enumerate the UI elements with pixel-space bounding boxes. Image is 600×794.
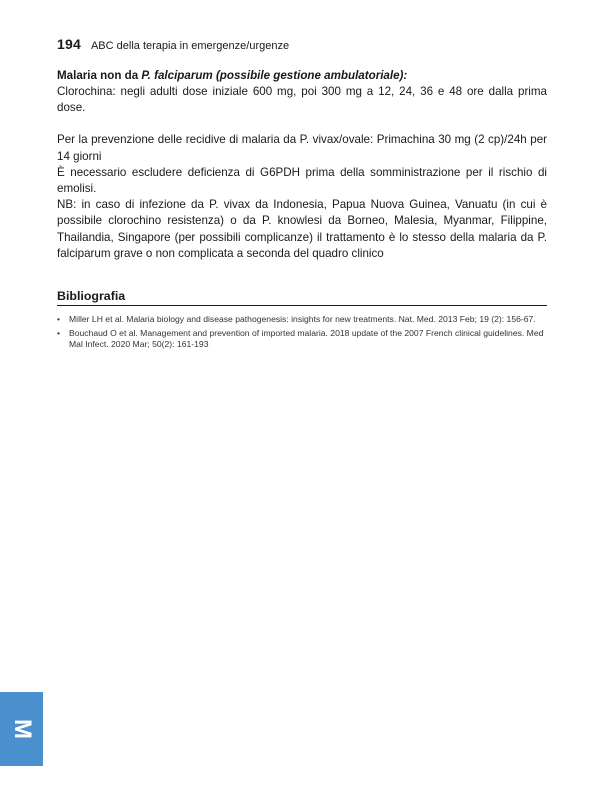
reference-text: Miller LH et al. Malaria biology and disease pathogenesis: insights for new treatments. Nat. Med. 2013 Feb; 19 (2): 156-67. (69, 314, 536, 325)
reference-text: Bouchaud O et al. Management and prevention of imported malaria. 2018 update of the 2007 French clinical guidelines. Med Mal Infect. 2020 Mar; 50(2): 161-193 (69, 327, 544, 350)
page-content (57, 68, 547, 353)
section-heading (57, 68, 547, 84)
section-heading-italic: P. falciparum (possibile gestione ambulatoriale): (141, 69, 408, 82)
chapter-letter: M (8, 719, 36, 739)
page-number: 194 (57, 36, 81, 52)
bibliography-heading: Bibliografia (57, 288, 547, 306)
reference-list (57, 314, 547, 351)
paragraph-clorochina: Clorochina: negli adulti dose iniziale 600 mg, poi 300 mg a 12, 24, 36 e 48 ore dalla prima dose. (57, 85, 547, 115)
chapter-side-tab (0, 692, 43, 766)
bullet-icon: • (57, 327, 61, 338)
paragraph-g6pdh: È necessario escludere deficienza di G6PDH prima della somministrazione per il rischio di emolisi. (57, 165, 547, 196)
reference-item (57, 328, 547, 351)
page-header (57, 36, 289, 52)
running-title: ABC della terapia in emergenze/urgenze (90, 40, 290, 52)
section-heading-prefix: Malaria non da (57, 69, 142, 82)
reference-item (57, 314, 547, 326)
bullet-icon: • (57, 314, 61, 325)
paragraph-nb: NB: in caso di infezione da P. vivax da Indonesia, Papua Nuova Guinea, Vanuatu (in cui è possibile clorochino resistenza) o da P. knowlesi da Borneo, Malesia, Myanmar, Filippine, Thailandia, Singapore (per possibili complicanze) il trattamento è lo stesso della malaria da P. falciparum grave o non complicata a seconda del quadro clinico (57, 198, 547, 260)
paragraph-prevenzione: Per la prevenzione delle recidive di malaria da P. vivax/ovale: Primachina 30 mg (2 cp)/24h per 14 giorni (57, 133, 547, 163)
